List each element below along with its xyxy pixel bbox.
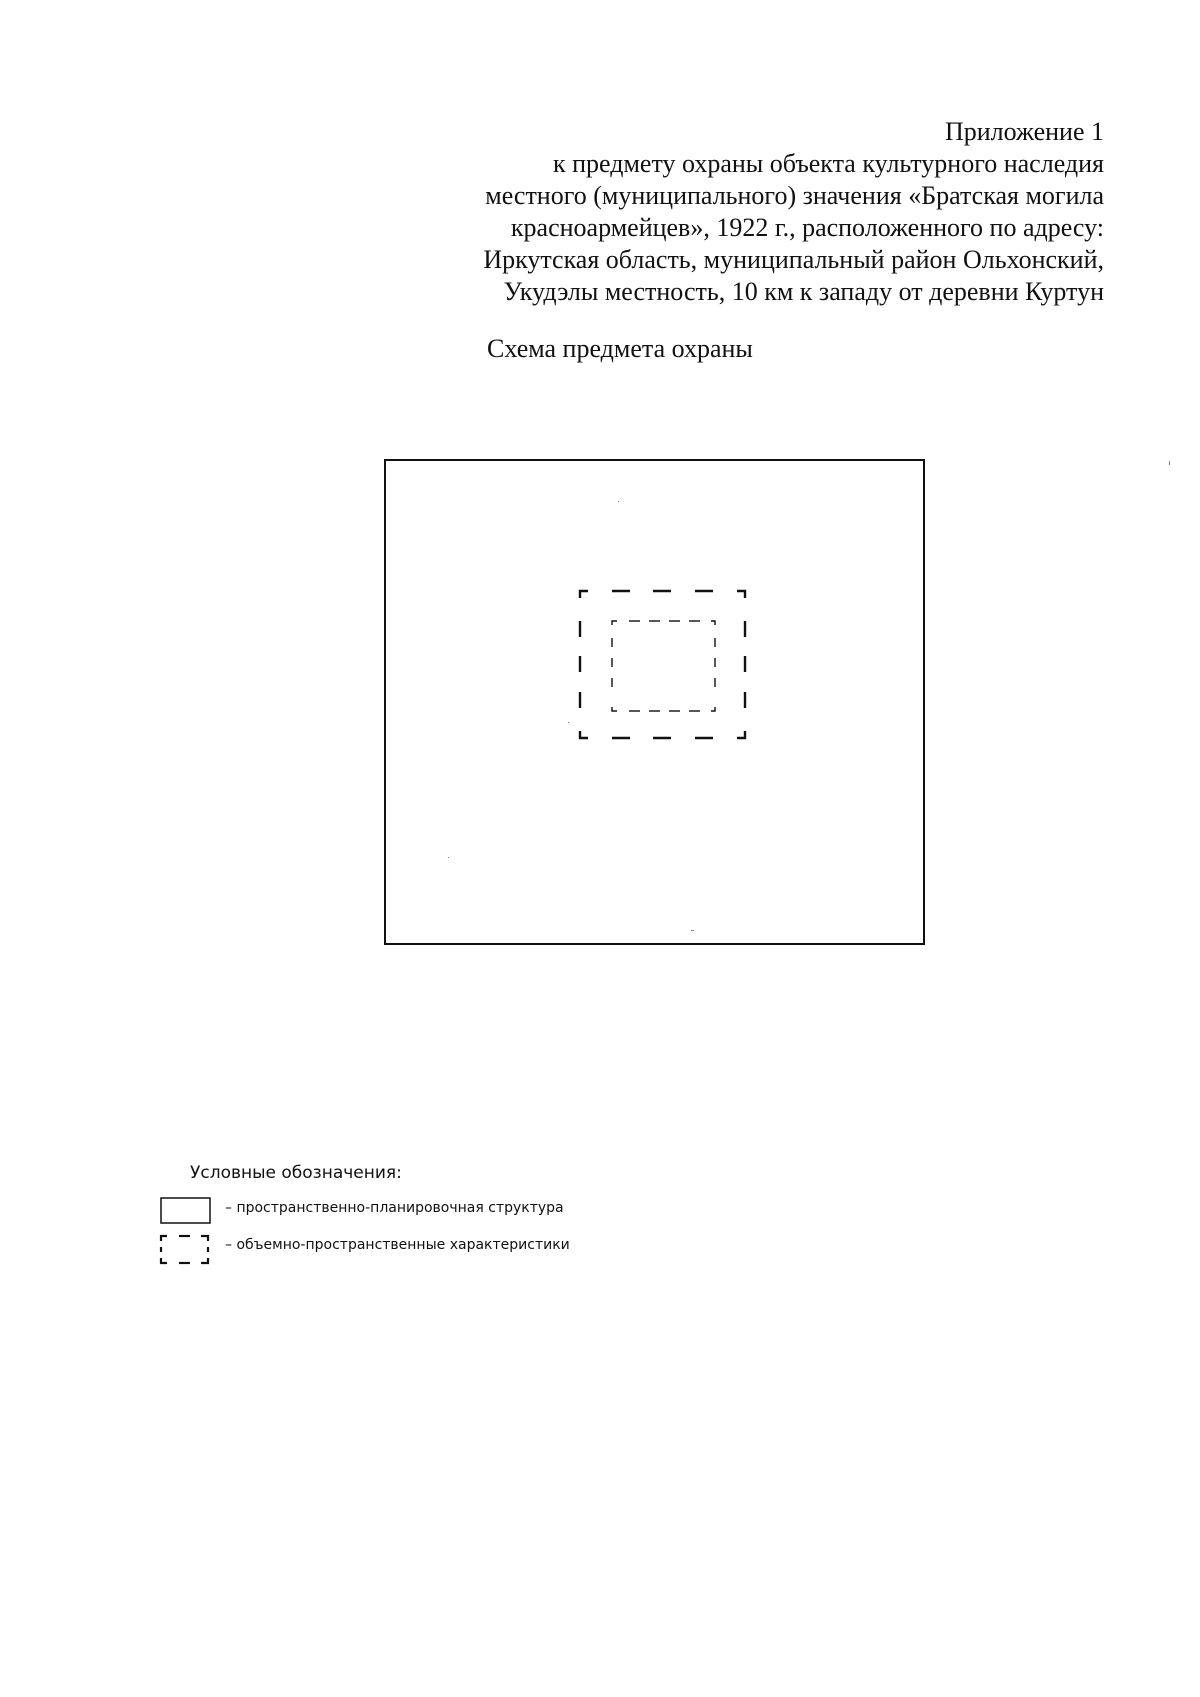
header-line: Укудэлы местность, 10 км к западу от деревни Куртун [503, 277, 1104, 306]
outer-boundary-solid [385, 460, 924, 944]
appendix-number: Приложение 1 [944, 117, 1104, 146]
header-line: Иркутская область, муниципальный район Ольхонский, [483, 245, 1104, 274]
scan-speck [568, 722, 569, 723]
header-line: красноармейцев», 1922 г., расположенного по адресу: [510, 213, 1104, 242]
outer-dashed-square [580, 591, 745, 738]
scan-speck [618, 501, 619, 502]
inner-dashed-square [612, 621, 715, 711]
legend-item-label: – пространственно-планировочная структура [225, 1200, 564, 1216]
header-line: к предмету охраны объекта культурного наследия [552, 149, 1104, 178]
protection-scheme-diagram [384, 459, 925, 945]
scan-speck [448, 857, 449, 858]
header-line: местного (муниципального) значения «Братская могила [485, 181, 1104, 210]
scan-speck [1169, 461, 1170, 465]
legend-item-label: – объемно-пространственные характеристики [225, 1237, 570, 1253]
scan-speck [691, 930, 694, 931]
dashed-rectangle-icon [157, 1233, 213, 1267]
solid-rectangle-icon [157, 1196, 213, 1226]
appendix-header [344, 116, 1104, 308]
legend-title: Условные обозначения: [190, 1163, 402, 1183]
scheme-title: Схема предмета охраны [487, 334, 753, 363]
